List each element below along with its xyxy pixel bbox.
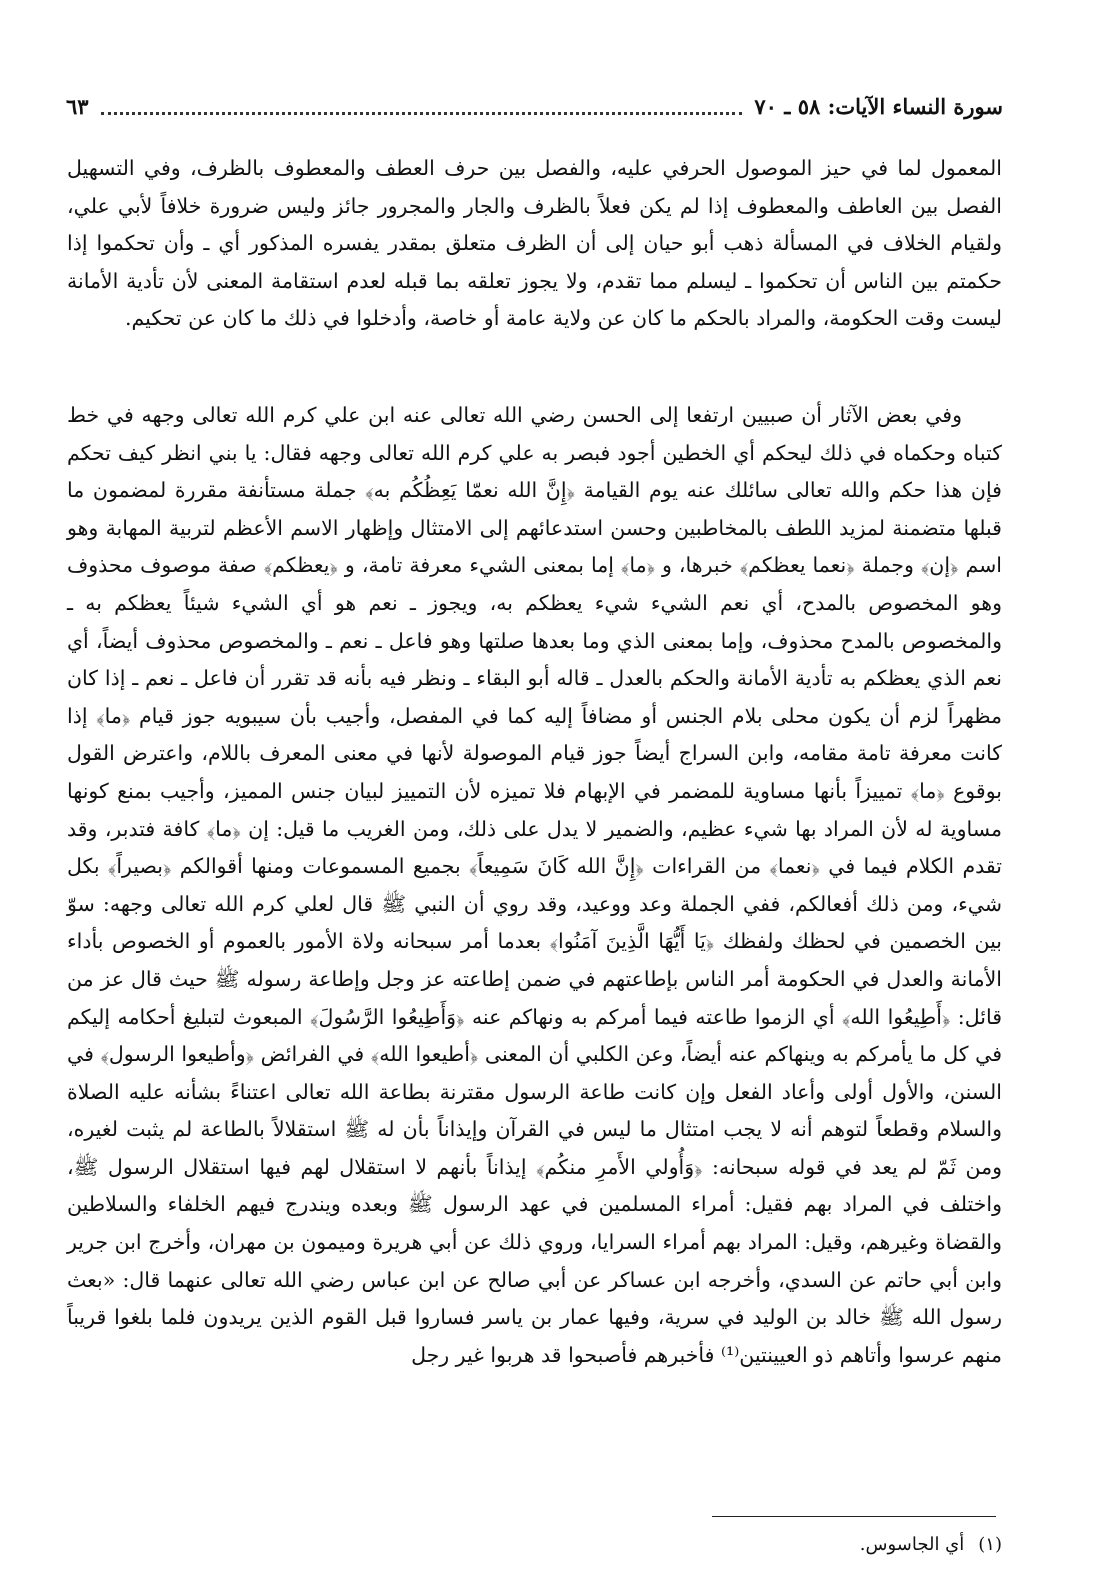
- paragraph-text: المعمول لما في حيز الموصول الحرفي عليه، والفصل بين حرف العطف والمعطوف بالظرف، وفي التسهيل الفصل بين العاطف والمعطوف إذا لم يكن فعلاً بالظرف والجار والمجرور جائز وليس ضرورة خلافاً لأبي علي، ولقيام الخلاف في المسألة ذهب أبو حيان إلى أن الظرف متعلق بمقدر يفسره المذكور أي ـ وأن تحكموا إذا حكمتم بين الناس أن تحكموا ـ ليسلم مما تقدم، ولا يجوز تعلقه بما قبله لعدم استقامة المعنى لأن تأدية الأمانة ليست وقت الحكومة، والمراد بالحكم ما كان عن ولاية عامة أو خاصة، وأدخلوا في ذلك ما كان عن تحكيم.: [67, 156, 1002, 331]
- footnote: [860, 1534, 1002, 1555]
- dotted-leader: [101, 98, 743, 115]
- paragraph-text: وفي بعض الآثار أن صبيين ارتفعا إلى الحسن رضي الله تعالى عنه ابن علي كرم الله تعالى وجهه في خط كتباه وحكماه في ذلك ليحكم أي الخطين أجود فبصر به علي كرم الله تعالى وجهه فقال: يا بني انظر كيف تحكم فإن هذا حكم والله تعالى سائلك عنه يوم القيامة ﴿إِنَّ الله نعمّا يَعِظُكُم به﴾ جملة مستأنفة مقررة لمضمون ما قبلها متضمنة لمزيد اللطف بالمخاطبين وحسن استدعائهم إلى الامتثال وإظهار الاسم الأعظم لتربية المهابة وهو اسم ﴿إن﴾ وجملة ﴿نعما يعظكم﴾ خبرها، و ﴿ما﴾ إما بمعنى الشيء معرفة تامة، و ﴿يعظكم﴾ صفة موصوف محذوف وهو المخصوص بالمدح، أي نعم الشيء شيء يعظكم به، ويجوز ـ نعم هو أي الشيء شيئاً يعظكم به ـ والمخصوص بالمدح محذوف، وإما بمعنى الذي وما بعدها صلتها وهو فاعل ـ نعم ـ والمخصوص محذوف أيضاً، أي نعم الذي يعظكم به تأدية الأمانة والحكم بالعدل ـ قاله أبو البقاء ـ ونظر فيه بأنه قد تقرر أن فاعل ـ نعم ـ إذا كان مظهراً لزم أن يكون محلى بلام الجنس أو مضافاً إليه كما في المفصل، وأجيب بأن سيبويه جوز قيام ﴿ما﴾ إذا كانت معرفة تامة مقامه، وابن السراج أيضاً جوز قيام الموصولة لأنها في معنى المعرف باللام، واعترض القول بوقوع ﴿ما﴾ تمييزاً بأنها مساوية للمضمر في الإبهام فلا تميزه لأن التمييز لبيان جنس المميز، وأجيب بمنع كونها مساوية له لأن المراد بها شيء عظيم، والضمير لا يدل على ذلك، ومن الغريب ما قيل: إن ﴿ما﴾ كافة فتدبر، وقد تقدم الكلام فيما في ﴿نعما﴾ من القراءات ﴿إِنَّ الله كَانَ سَمِيعاً﴾ بجميع المسموعات ومنها أقوالكم ﴿بصيراً﴾ بكل شيء، ومن ذلك أفعالكم، ففي الجملة وعد ووعيد، وقد روي أن النبي ﷺ قال لعلي كرم الله تعالى وجهه: سوّ بين الخصمين في لحظك ولفظك ﴿يَا أَيُّهَا الَّذِينَ آمَنُوا﴾ بعدما أمر سبحانه ولاة الأمور بالعموم أو الخصوص بأداء الأمانة والعدل في الحكومة أمر الناس بإطاعتهم في ضمن إطاعته عز وجل وإطاعة رسوله ﷺ حيث قال عز من قائل: ﴿أَطِيعُوا الله﴾ أي الزموا طاعته فيما أمركم به ونهاكم عنه ﴿وَأَطِيعُوا الرَّسُولَ﴾ المبعوث لتبليغ أحكامه إليكم في كل ما يأمركم به وينهاكم عنه أيضاً، وعن الكلبي أن المعنى ﴿أطيعوا الله﴾ في الفرائض ﴿وأطيعوا الرسول﴾ في السنن، والأول أولى وأعاد الفعل وإن كانت طاعة الرسول مقترنة بطاعة الله تعالى اعتناءً بشأنه عليه الصلاة والسلام وقطعاً لتوهم أنه لا يجب امتثال ما ليس في القرآن وإيذاناً بأن له ﷺ استقلالاً بالطاعة لم يثبت لغيره، ومن ثَمّ لم يعد في قوله سبحانه: ﴿وَأُولي الأَمرِ منكُم﴾ إيذاناً بأنهم لا استقلال لهم فيها استقلال الرسول ﷺ، واختلف في المراد بهم فقيل: أمراء المسلمين في عهد الرسول ﷺ وبعده ويندرج فيهم الخلفاء والسلاطين والقضاة وغيرهم، وقيل: المراد بهم أمراء السرايا، وروي ذلك عن أبي هريرة وميمون بن مهران، وأخرج ابن جرير وابن أبي حاتم عن السدي، وأخرجه ابن عساكر عن أبي صالح عن ابن عباس رضي الله تعالى عنهما قال: «بعث رسول الله ﷺ خالد بن الوليد في سرية، وفيها عمار بن ياسر فساروا قبل القوم الذين يريدون فلما بلغوا قريباً منهم عرسوا وأتاهم ذو العيينتين⁽¹⁾ فأخبرهم فأصبحوا قد هربوا غير رجل: [67, 403, 1003, 1367]
- footnote-marker: (١): [978, 1534, 1002, 1555]
- page-number: ٦٣: [66, 93, 89, 119]
- running-head-title: سورة النساء الآيات: ٥٨ ـ ٧٠: [754, 93, 1003, 119]
- paragraph-commentary: [67, 397, 1002, 1374]
- paragraph-continuation: [67, 150, 1002, 338]
- footnote-text: أي الجاسوس.: [859, 1534, 965, 1555]
- footnote-separator: [712, 1516, 996, 1517]
- running-head: [66, 86, 1003, 126]
